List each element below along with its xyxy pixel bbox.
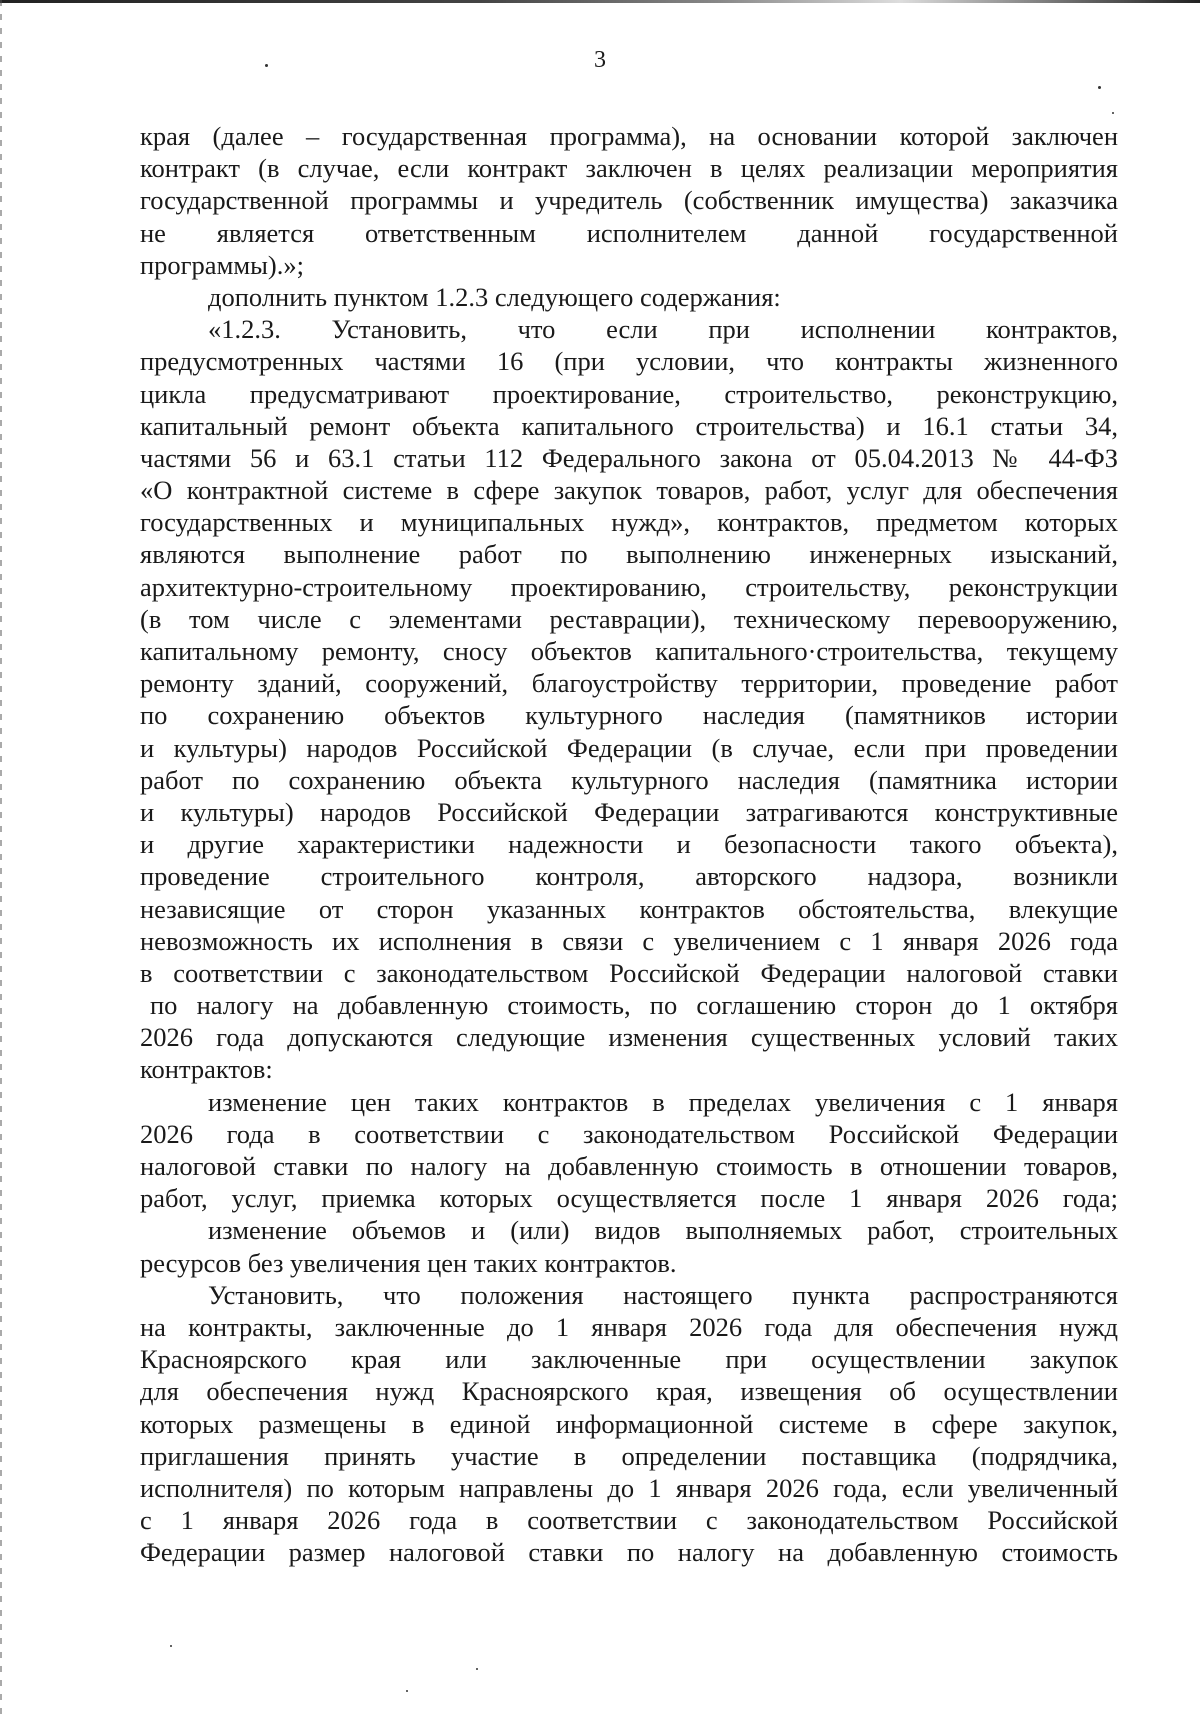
text-line: «1.2.3. Установить, что если при исполнении контрактов, (208, 314, 1118, 345)
document-body (140, 120, 1118, 1568)
text-line: цикла предусматривают проектирование, строительство, реконструкцию, (140, 378, 1118, 409)
text-line: в соответствии с законодательством Российской Федерации налоговой ставки (140, 957, 1118, 988)
text-line: являются выполнение работ по выполнению инженерных изысканий, (140, 539, 1118, 570)
text-line: работ по сохранению объекта культурного наследия (памятника истории (140, 764, 1118, 795)
text-line: 2026 года допускаются следующие изменения существенных условий таких (140, 1022, 1118, 1053)
scan-speck (170, 1645, 172, 1647)
text-line: не является ответственным исполнителем данной государственной (140, 217, 1118, 248)
text-line: приглашения принять участие в определении поставщика (подрядчика, (140, 1440, 1118, 1471)
text-line: с 1 января 2026 года в соответствии с законодательством Российской (140, 1505, 1118, 1536)
text-line: контракт (в случае, если контракт заключен в целях реализации мероприятия (140, 153, 1118, 184)
text-line: контрактов: (140, 1054, 273, 1085)
scan-edge-top (0, 0, 1200, 3)
text-line: (в том числе с элементами реставрации), техническому перевооружению, (140, 603, 1118, 634)
text-line: изменение цен таких контрактов в пределах увеличения с 1 января (208, 1086, 1118, 1117)
scan-speck (265, 64, 268, 67)
text-line: невозможность их исполнения в связи с увеличением с 1 января 2026 года (140, 925, 1118, 956)
text-line: капитальный ремонт объекта капитального строительства) и 16.1 статьи 34, (140, 410, 1118, 441)
text-line: капитальному ремонту, сносу объектов капитального·строительства, текущему (140, 636, 1118, 666)
scan-speck (1098, 86, 1101, 89)
text-line: проведение строительного контроля, авторского надзора, возникли (140, 861, 1118, 892)
text-line: для обеспечения нужд Красноярского края, извещения об осуществлении (140, 1376, 1118, 1407)
text-line: Федерации размер налоговой ставки по налогу на добавленную стоимость (140, 1537, 1118, 1568)
text-line: независящие от сторон указанных контрактов обстоятельства, влекущие (140, 893, 1118, 924)
text-line: налоговой ставки по налогу на добавленную стоимость в отношении товаров, (140, 1151, 1118, 1181)
text-line: дополнить пунктом 1.2.3 следующего содержания: (208, 281, 781, 312)
text-line: края (далее – государственная программа), на основании которой заключен (140, 121, 1118, 151)
text-line: и культуры) народов Российской Федерации (в случае, если при проведении (140, 732, 1118, 763)
text-line: «О контрактной системе в сфере закупок товаров, работ, услуг для обеспечения (140, 475, 1118, 506)
text-line: по налогу на добавленную стоимость, по соглашению сторон до 1 октября (150, 990, 1118, 1021)
scan-speck (1112, 112, 1114, 114)
text-line: Красноярского края или заключенные при осуществлении закупок (140, 1344, 1118, 1375)
text-line: работ, услуг, приемка которых осуществляется после 1 января 2026 года; (140, 1183, 1118, 1214)
text-line: ремонту зданий, сооружений, благоустройству территории, проведение работ (140, 668, 1118, 699)
text-line: изменение объемов и (или) видов выполняемых работ, строительных (208, 1215, 1118, 1246)
text-line: государственных и муниципальных нужд», контрактов, предметом которых (140, 507, 1118, 538)
text-line: 2026 года в соответствии с законодательством Российской Федерации (140, 1118, 1118, 1149)
text-line: которых размещены в единой информационной системе в сфере закупок, (140, 1408, 1118, 1439)
page-number: 3 (594, 47, 606, 73)
text-line: программы).»; (140, 249, 304, 280)
scan-speck (406, 1690, 408, 1692)
text-line: и другие характеристики надежности и безопасности такого объекта), (140, 829, 1118, 860)
text-line: Установить, что положения настоящего пункта распространяются (208, 1279, 1118, 1310)
scan-edge-left (0, 0, 2, 1717)
text-line: архитектурно-строительному проектированию, строительству, реконструкции (140, 571, 1118, 602)
text-line: государственной программы и учредитель (собственник имущества) заказчика (140, 185, 1118, 216)
text-line: на контракты, заключенные до 1 января 2026 года для обеспечения нужд (140, 1311, 1118, 1342)
text-line: по сохранению объектов культурного наследия (памятников истории (140, 700, 1118, 731)
text-line: ресурсов без увеличения цен таких контрактов. (140, 1247, 677, 1278)
text-line: исполнителя) по которым направлены до 1 января 2026 года, если увеличенный (140, 1472, 1118, 1503)
text-line: и культуры) народов Российской Федерации затрагиваются конструктивные (140, 796, 1118, 827)
scan-speck (476, 1668, 478, 1670)
text-line: частями 56 и 63.1 статьи 112 Федерального закона от 05.04.2013 № 44-ФЗ (140, 442, 1118, 473)
text-line: предусмотренных частями 16 (при условии, что контракты жизненного (140, 346, 1118, 377)
